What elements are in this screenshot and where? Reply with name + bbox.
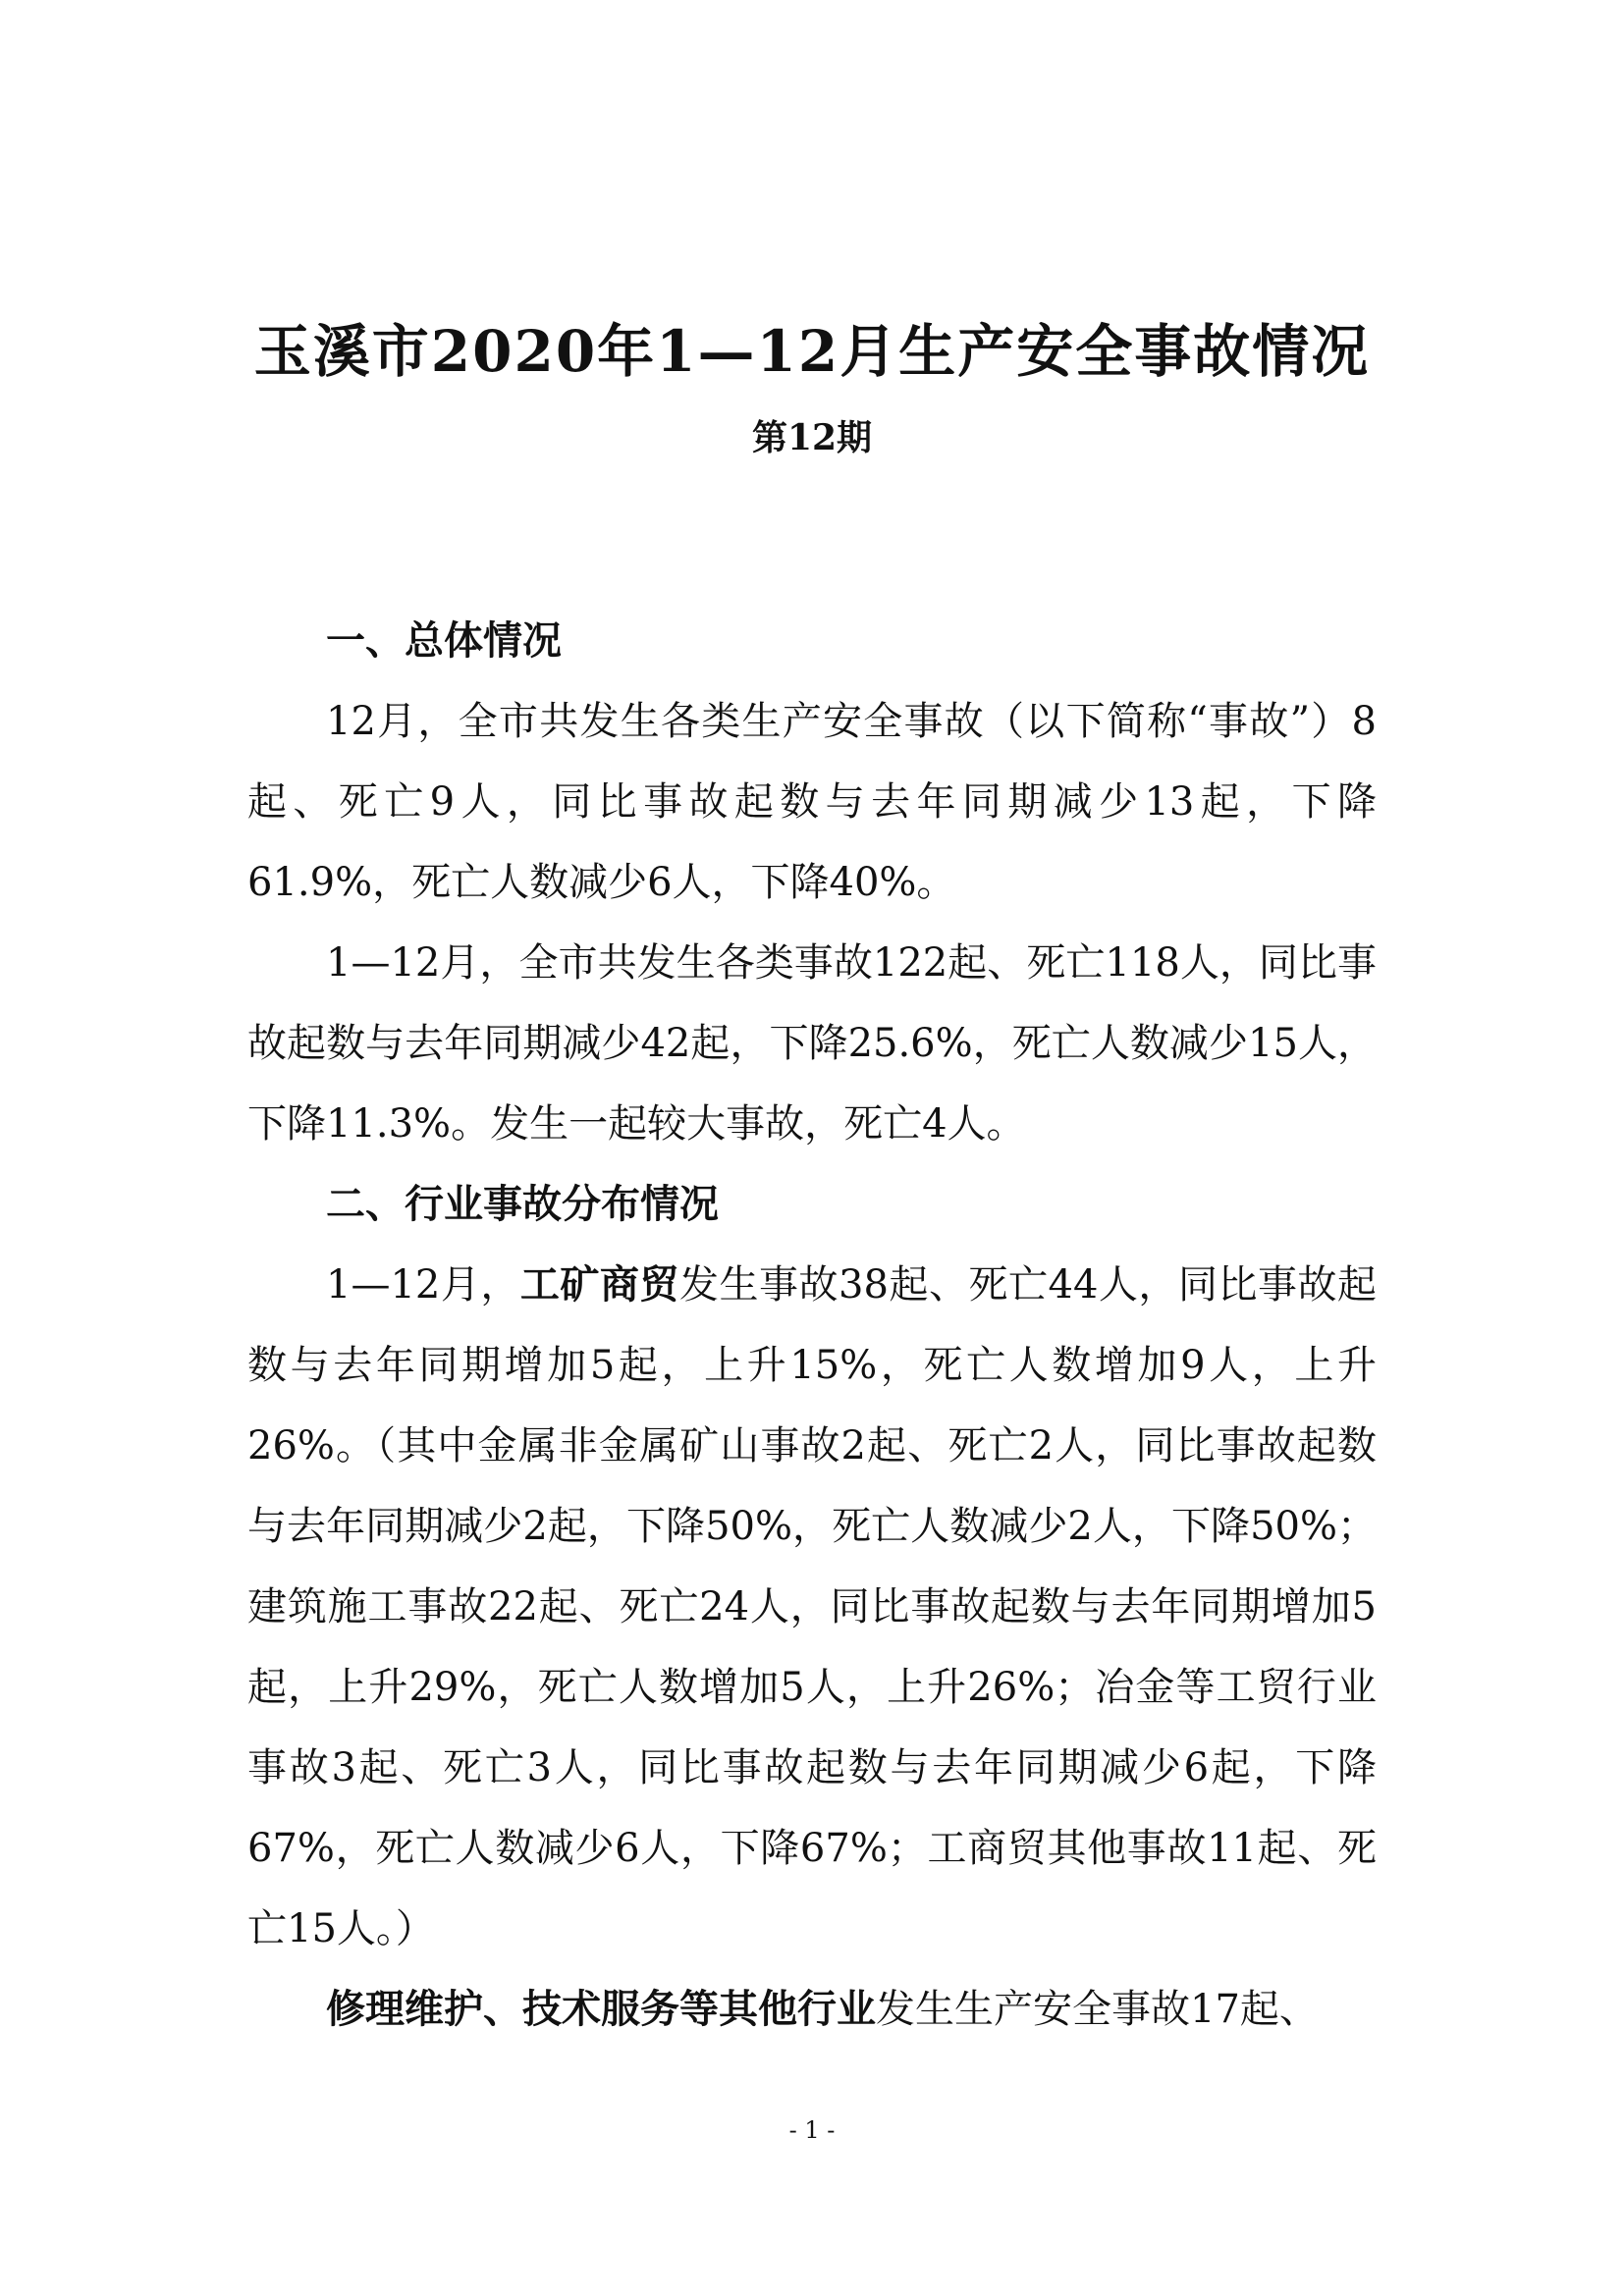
paragraph-annual-summary: 1—12月，全市共发生各类事故122起、死亡118人，同比事故起数与去年同期减少42起，下降25.6%，死亡人数减少15人，下降11.3%。发生一起较大事故，死亡4人。 — [247, 940, 1377, 1147]
document-body — [247, 601, 1377, 2050]
paragraph-december-summary: 12月，全市共发生各类生产安全事故（以下简称“事故”）8起、死亡9人，同比事故起数与去年同期减少13起，下降61.9%，死亡人数减少6人，下降40%。 — [247, 699, 1377, 905]
industry-label-industrial-mining-trade: 工矿商贸 — [519, 1261, 679, 1308]
document-title: 玉溪市2020年1—12月生产安全事故情况 — [253, 318, 1371, 385]
paragraph-other-industries — [247, 1969, 1377, 2050]
industry-label-other: 修理维护、技术服务等其他行业 — [326, 1986, 876, 2032]
paragraph-text: 发生生产安全事故17起、 — [876, 1987, 1319, 2032]
section-heading-industry: 二、行业事故分布情况 — [326, 1181, 719, 1227]
paragraph-text: 发生事故38起、死亡44人，同比事故起数与去年同期增加5起，上升15%，死亡人数增加9人，上升26%。（其中金属非金属矿山事故2起、死亡2人，同比事故起数与去年同期减少2起，下降50%，死亡人数减少2人，下降50%；建筑施工事故22起、死亡24人，同比事故起数与去年同期增加5起，上升29%，死亡人数增加5人，上升26%；冶金等工贸行业事故3起、死亡3人，同比事故起数与去年同期减少6起，下降67%，死亡人数减少6人，下降67%；工商贸其他事故11起、死亡15人。） — [247, 1262, 1378, 1951]
paragraph-prefix: 1—12月， — [326, 1262, 520, 1308]
issue-number: 第12期 — [751, 417, 873, 458]
paragraph-industrial-mining-trade — [247, 1245, 1377, 1969]
section-heading-overall: 一、总体情况 — [326, 617, 562, 664]
page-number: - 1 - — [788, 2116, 836, 2144]
